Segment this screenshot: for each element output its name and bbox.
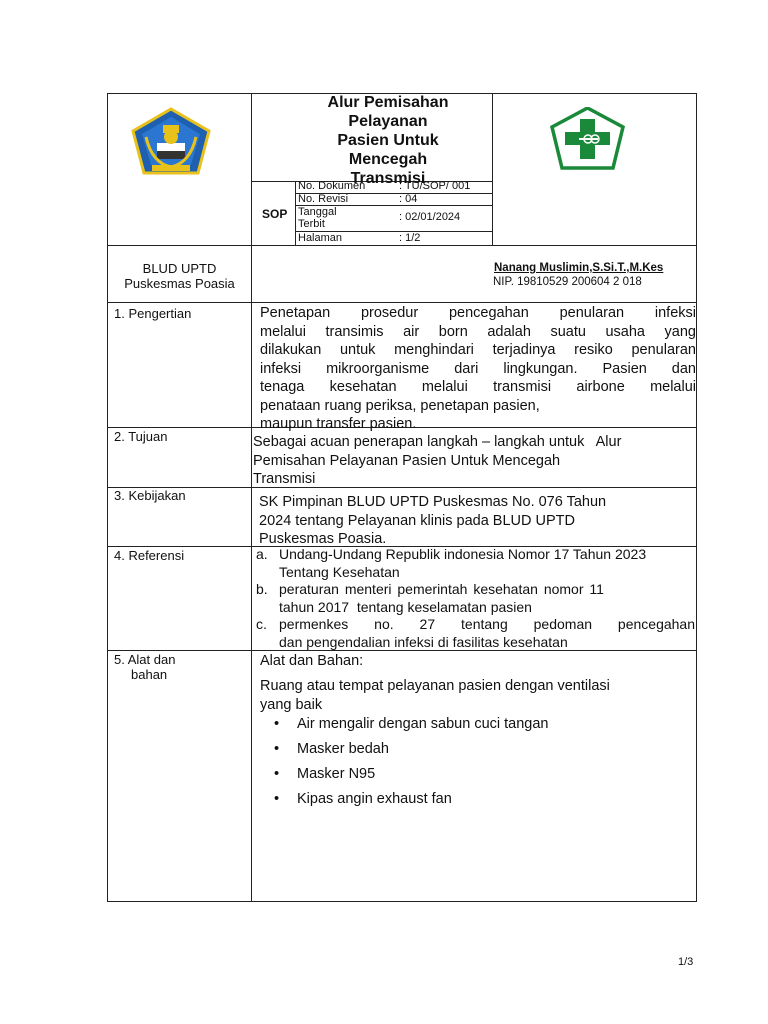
bullet-text: Kipas angin exhaust fan [297, 791, 452, 807]
document-title [300, 93, 476, 188]
paragraph-line: maupun transfer pasien. [260, 416, 417, 432]
list-item [274, 741, 694, 766]
section-label-alat-1: 5. Alat dan [114, 652, 176, 667]
tujuan-text [253, 433, 693, 489]
paragraph-line: 2024 tentang Pelayanan klinis pada BLUD UPTD [259, 512, 575, 529]
section-label-tujuan: 2. Tujuan [114, 429, 168, 444]
meta-label-terbit: Terbit [298, 218, 325, 230]
bullet-text: Air mengalir dengan sabun cuci tangan [297, 716, 549, 732]
list-item [256, 616, 696, 651]
org-line: Puskesmas Poasia [124, 276, 235, 291]
list-marker: b. [256, 581, 268, 597]
regional-logo [130, 107, 212, 177]
alat-bullet-list [274, 716, 694, 816]
paragraph-line: Ruang atau tempat pelayanan pasien dengan ventilasi [260, 678, 610, 694]
list-line: Tentang Kesehatan [279, 563, 400, 580]
meta-label-halaman: Halaman [298, 232, 343, 244]
list-marker: c. [256, 616, 267, 632]
paragraph-line: penataan ruang periksa, penetapan pasien, [260, 397, 540, 414]
row-sep-header [107, 245, 697, 246]
list-line: permenkes no. 27 tentang pedoman pencegahan [279, 616, 695, 632]
meta-value-halaman: : 1/2 [399, 232, 421, 244]
org-line: BLUD UPTD [142, 261, 217, 276]
kebijakan-text [259, 493, 695, 549]
section-label-referensi: 4. Referensi [114, 548, 185, 563]
title-line: Mencegah [348, 151, 428, 168]
title-line: Alur Pemisahan [327, 94, 449, 111]
list-line: peraturan menteri pemerintah kesehatan nomor 11 [279, 581, 604, 597]
header-right-divider [492, 93, 493, 245]
bullet-text: Masker bedah [297, 741, 389, 757]
alat-heading: Alat dan Bahan: [260, 653, 364, 669]
paragraph-line: Puskesmas Poasia. [259, 531, 387, 547]
alat-intro [260, 677, 696, 714]
frame-right [696, 93, 697, 901]
list-item [256, 581, 696, 616]
page-number: 1/3 [678, 956, 694, 968]
title-line: Transmisi [350, 170, 426, 187]
list-line: dan pengendalian infeksi di fasilitas kesehatan [279, 633, 568, 650]
list-item [256, 546, 696, 581]
sop-label: SOP [262, 207, 288, 221]
list-marker: a. [256, 546, 268, 562]
frame-left [107, 93, 108, 901]
list-line: Undang-Undang Republik indonesia Nomor 17 Tahun 2023 [279, 546, 647, 562]
list-line: tahun 2017 tentang keselamatan pasien [279, 598, 532, 615]
section-label-alat-2: bahan [131, 667, 168, 682]
referensi-list [256, 546, 696, 651]
frame-bottom [107, 901, 697, 902]
row-sep-org [107, 302, 697, 303]
meta-label-dokumen: No. Dokumen [298, 180, 366, 192]
paragraph-line: Sebagai acuan penerapan langkah – langkah untuk Alur [253, 434, 622, 450]
title-line: Pelayanan [348, 113, 428, 130]
list-item [274, 716, 694, 741]
meta-value-tanggal: : 02/01/2024 [399, 211, 461, 223]
section-label-pengertian: 1. Pengertian [114, 306, 192, 321]
paragraph-line: infeksi mikroorganisme dari lingkungan. Pasien dan [260, 360, 696, 377]
list-item [274, 791, 694, 816]
paragraph-line: Transmisi [253, 471, 316, 487]
meta-label-tanggal: Tanggal [298, 206, 337, 218]
bullet-icon: • [274, 741, 280, 757]
bullet-icon: • [274, 791, 280, 807]
paragraph-line: melalui transimis air born adalah suatu usaha yang [260, 323, 696, 340]
paragraph-line: tenaga kesehatan melalui transmisi airbone melalui [260, 379, 696, 395]
meta-value-dokumen: : TU/SOP/ 001 [399, 180, 471, 192]
signer-nip [493, 276, 642, 288]
signer-nip-text: NIP. 19810529 200604 2 018 [493, 276, 642, 288]
bullet-text: Masker N95 [297, 766, 376, 782]
paragraph-line: Penetapan prosedur pencegahan penularan infeksi [260, 305, 696, 321]
paragraph-line: SK Pimpinan BLUD UPTD Puskesmas No. 076 Tahun [259, 494, 607, 510]
meta-value-revisi: : 04 [399, 193, 418, 205]
puskesmas-logo [549, 107, 626, 170]
signer-name: Nanang Muslimin,S.Si.T.,M.Kes [494, 262, 664, 274]
meta-label-revisi: No. Revisi [298, 193, 349, 205]
sop-divider [295, 181, 296, 245]
paragraph-line: Pemisahan Pelayanan Pasien Untuk Mencegah [253, 452, 561, 469]
list-item [274, 766, 694, 791]
organization-name [108, 261, 251, 291]
paragraph-line: yang baik [260, 696, 323, 713]
bullet-icon: • [274, 766, 280, 782]
pengertian-text [260, 304, 696, 434]
col-divider [251, 93, 252, 901]
paragraph-line: dilakukan untuk menghindari terjadinya resiko penularan [260, 342, 696, 358]
section-label-kebijakan: 3. Kebijakan [114, 488, 186, 503]
title-line: Pasien Untuk [337, 132, 439, 149]
bullet-icon: • [274, 716, 280, 732]
